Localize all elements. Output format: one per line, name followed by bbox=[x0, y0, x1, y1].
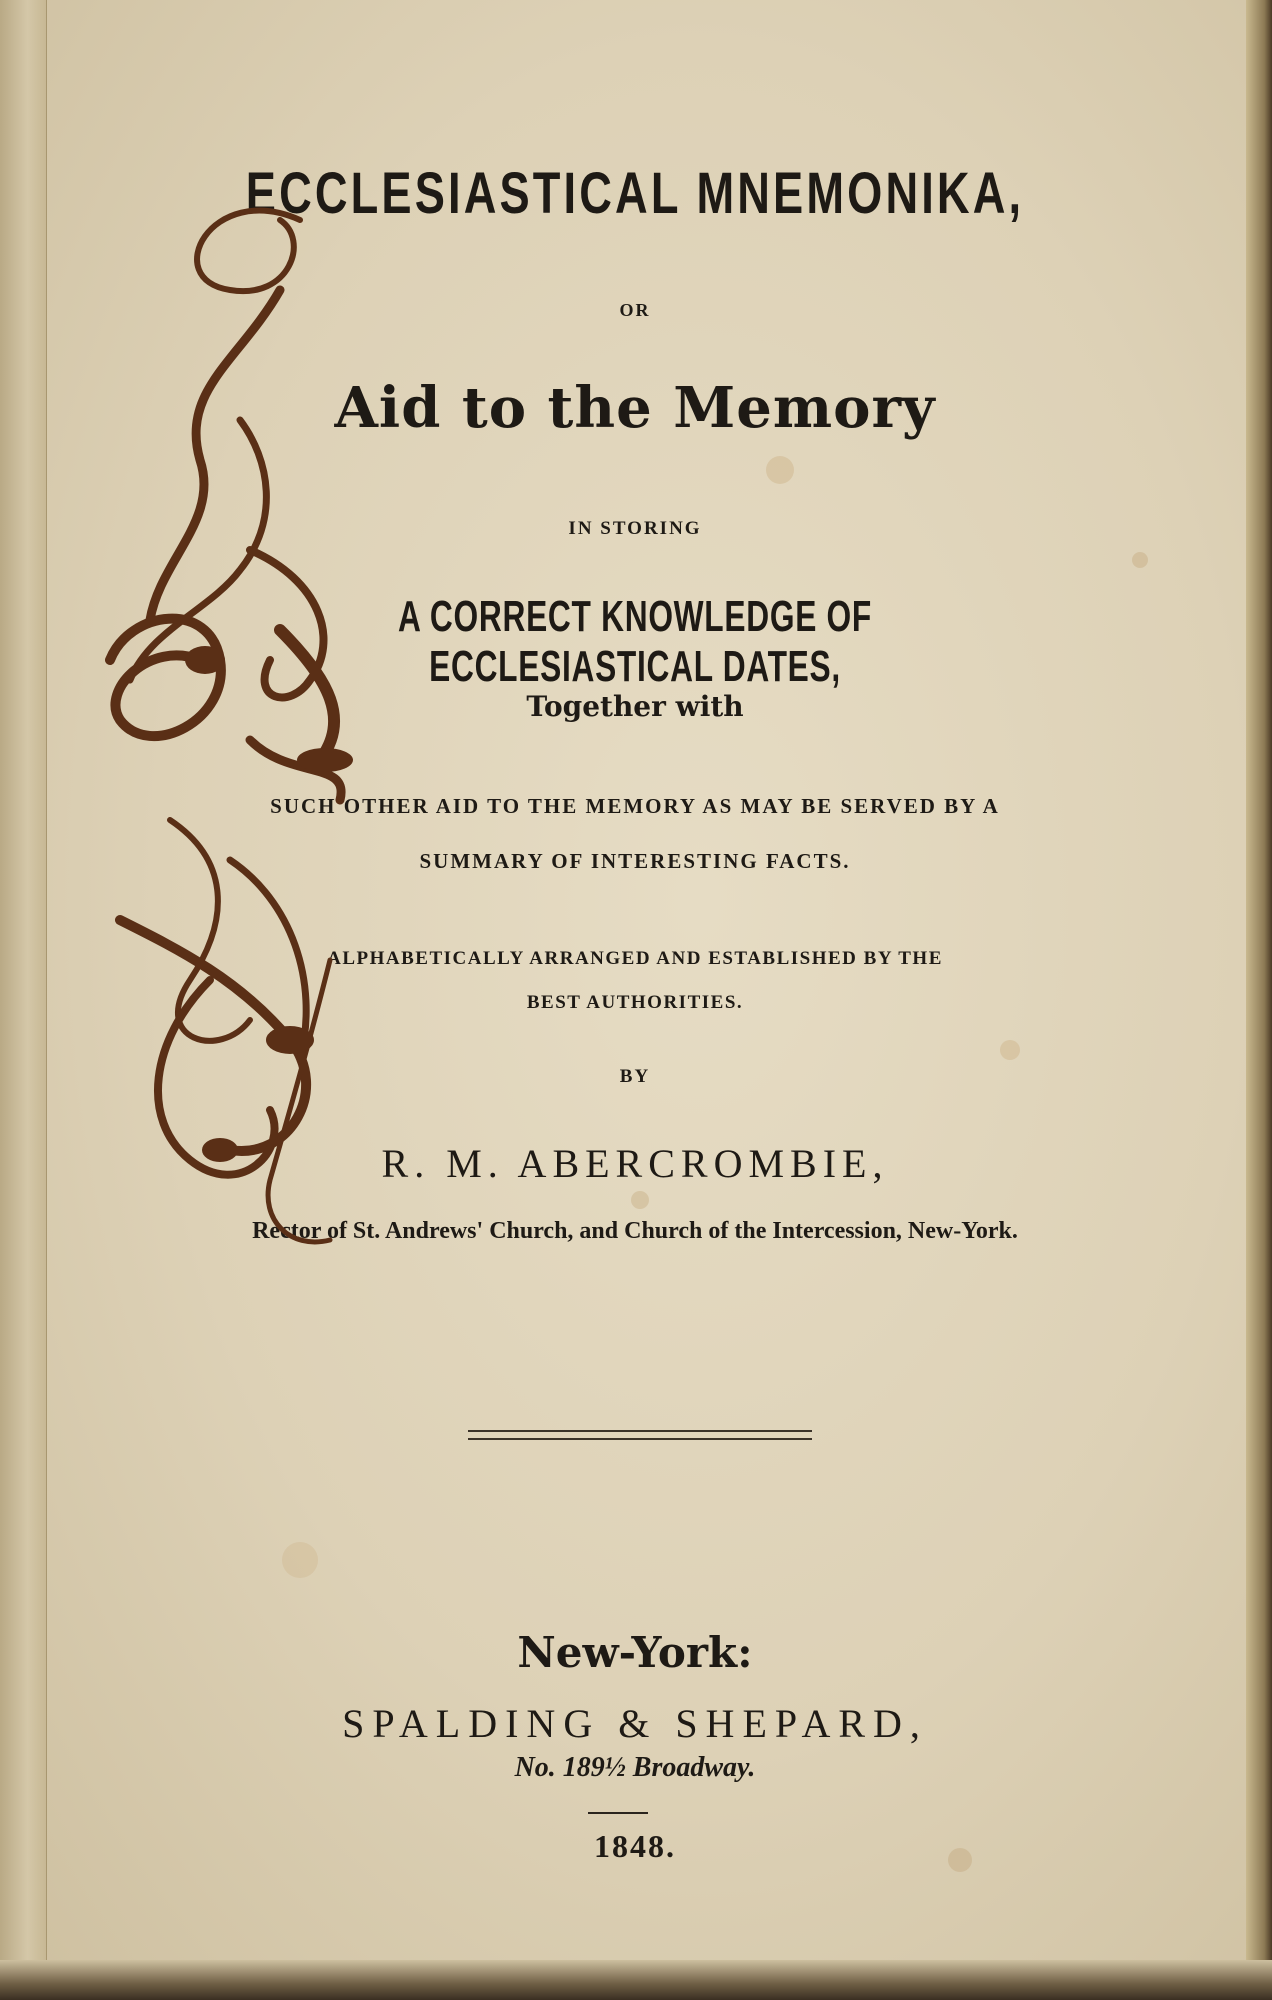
imprint-year: 1848. bbox=[594, 1828, 676, 1864]
imprint-address: No. 189½ Broadway. bbox=[514, 1752, 756, 1783]
arrangement-line-2: BEST AUTHORITIES. bbox=[526, 992, 744, 1013]
description-line-2: SUMMARY OF INTERESTING FACTS. bbox=[419, 849, 851, 873]
page-edge-right bbox=[1246, 0, 1272, 2000]
title-or: OR bbox=[619, 300, 651, 320]
title-in-storing: IN STORING bbox=[568, 518, 702, 539]
book-subtitle: Aid to the Memory bbox=[334, 375, 936, 441]
author-title: Rector of St. Andrews' Church, and Church of the Intercession, New-York. bbox=[252, 1218, 1018, 1244]
by-label: BY bbox=[619, 1066, 651, 1087]
handwritten-signature bbox=[90, 160, 420, 1300]
title-knowledge: A CORRECT KNOWLEDGE OF ECCLESIASTICAL DATES, bbox=[397, 592, 873, 691]
book-title: ECCLESIASTICAL MNEMONIKA, bbox=[245, 161, 1025, 226]
page-edge-bottom bbox=[0, 1960, 1272, 2000]
short-rule-divider bbox=[588, 1812, 648, 1814]
arrangement-line-1: ALPHABETICALLY ARRANGED AND ESTABLISHED BY THE bbox=[327, 948, 943, 969]
description-line-1: SUCH OTHER AID TO THE MEMORY AS MAY BE SERVED BY A bbox=[270, 794, 1000, 818]
author-name: R. M. ABERCROMBIE, bbox=[381, 1141, 889, 1186]
imprint-place: New-York: bbox=[517, 1628, 753, 1677]
page-gutter bbox=[0, 0, 47, 2000]
title-together-with: Together with bbox=[526, 690, 744, 723]
double-rule-divider bbox=[468, 1430, 812, 1440]
imprint-publisher: SPALDING & SHEPARD, bbox=[342, 1701, 928, 1746]
